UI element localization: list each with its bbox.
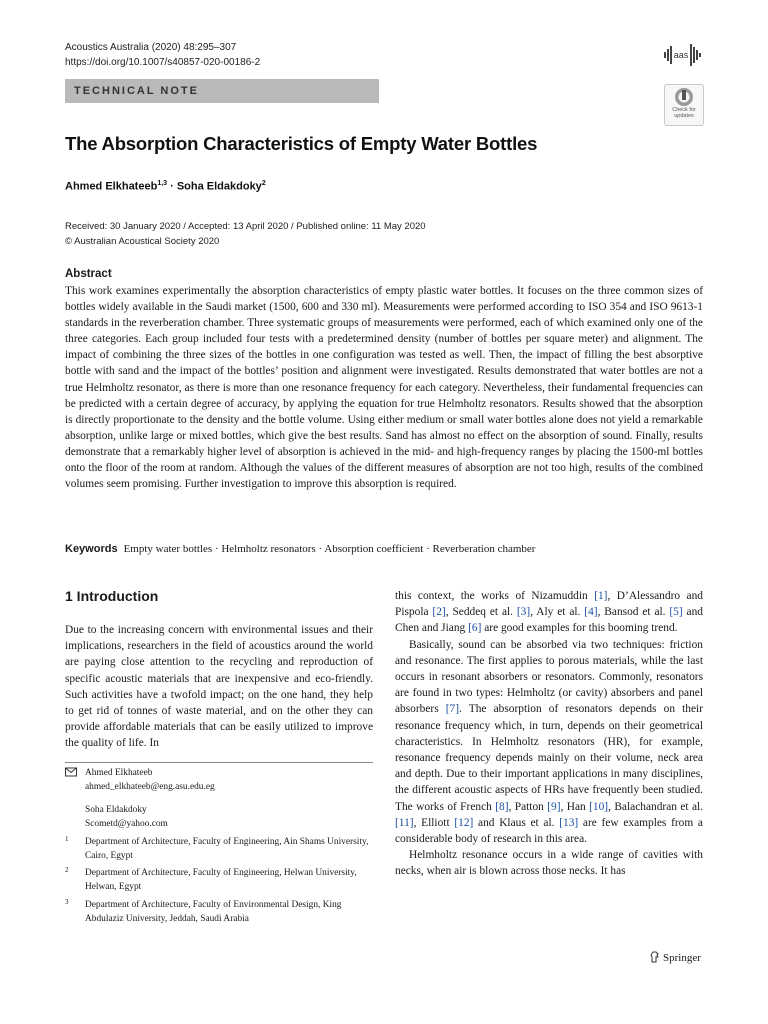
journal-citation [65,40,260,70]
text-run: , Seddeq et al. [445,606,517,619]
intro-paragraph-left: Due to the increasing concern with environmental issues and their implications, researchers in the field of acoustics around the world are paying close attention to the recycling and reproduction of specific acoustic materials that are inexpensive and eco-friendly. Such activities have a twofold impact; on the one hand, they help to get rid of tonnes of waste material, and on the other they can provide affordable materials that can be easily utilized to improve the quality of life. In [65,624,373,750]
publisher-name: Springer [663,952,701,964]
author-name: Soha Eldakdoky [85,805,147,815]
citation-link[interactable]: [1] [594,590,608,602]
abstract-heading: Abstract [65,268,112,280]
author-email[interactable]: Scometd@yahoo.com [85,819,168,829]
aas-logo [663,40,703,70]
intro-right-column [395,588,703,880]
publication-history [65,219,426,249]
citation-link[interactable]: [3] [516,606,531,619]
text-run: , D’Alessandro and Pispola [395,590,703,619]
journal-name: Acoustics Australia (2020) 48:295–307 [65,42,237,53]
author-separator: · [167,180,177,193]
intro-paragraph [395,588,703,637]
text-run: , Bansod et al. [597,606,670,619]
text-run: and Klaus et al. [473,816,560,829]
text-run: . The absorption of resonators depends on their resonance frequency which, in turn, depends on their geometrical characteristics. In Helmholtz resonators (HR), for example, resonance frequency depends mainly on their volume, neck area and depth. Due to their important applications in many disciplines, the different acoustic aspects of HRs have frequently been studied. The works of French [395,703,704,813]
date-line: Received: 30 January 2020 / Accepted: 13 April 2020 / Published online: 11 May 2020 [65,221,426,232]
text-run: this context, the works of Nizamuddin [395,590,595,602]
citation-link[interactable]: [6] [468,622,482,635]
affiliation-text: Department of Architecture, Faculty of Environmental Design, King Abdulaziz University, Jeddah, Saudi Arabia [85,900,342,924]
text-run: are good examples for this booming trend. [481,622,678,635]
citation-link[interactable]: [11] [395,816,414,829]
section-heading-introduction: 1 Introduction [65,588,159,604]
citation-link[interactable]: [12] [454,816,474,829]
citation-link[interactable]: [10] [589,800,609,813]
correspondence-block [65,766,373,831]
author-affiliation-mark: 1,3 [157,180,168,187]
citation-link[interactable]: [9] [547,800,561,813]
corresponding-author-email[interactable]: ahmed_elkhateeb@eng.asu.edu.eg [85,782,215,792]
footnote-rule [65,762,373,763]
check-for-updates-icon [674,87,694,107]
affiliation [65,835,373,863]
doi-link[interactable]: https://doi.org/10.1007/s40857-020-00186-2 [65,57,261,68]
section-label: TECHNICAL NOTE [65,79,379,103]
affiliation-number: 3 [65,898,69,906]
publisher-logo [650,951,701,964]
affiliation-text: Department of Architecture, Faculty of Engineering, Ain Shams University, Cairo, Egypt [85,837,369,861]
text-run: and Chen and Jiang [395,606,704,635]
text-run: are few examples from a considerable body of research in this area. [395,816,703,846]
affiliation-number: 2 [65,866,69,874]
keywords [65,543,535,555]
intro-paragraph [395,637,703,848]
text-run: , Aly et al. [530,606,585,619]
updates-badge-line1: Check for [672,107,696,113]
affiliation-text: Department of Architecture, Faculty of Engineering, Helwan University, Helwan, Egypt [85,868,357,892]
text-run: , Elliott [413,816,455,829]
keywords-text: Empty water bottles · Helmholtz resonators · Absorption coefficient · Reverberation chamber [123,543,536,555]
affiliation-number: 1 [65,835,69,843]
springer-horse-icon [650,951,660,963]
citation-link[interactable]: [2] [432,606,446,619]
affiliation [65,898,373,926]
logo-text: aas [673,50,689,60]
affiliation [65,866,373,894]
abstract-text: This work examines experimentally the absorption characteristics of empty plastic water bottles. It focuses on the three common sizes of bottles widely available in the Saudi market (1500, 600 and 330 ml). Measurements were performed according to ISO 354 and ISO 9613-1 standards in the reverberation chamber. Three systematic groups of measurements were performed, each of which examined only one of the three categories. Each group included four tests with a predetermined density (number of bottles per square meter) and alignment. The impact of combining the three sizes of the bottles in one configuration was tested as well. Then, the impact of filling the best absorptive bottle with sand and the impact of the bottles’ position and alignment were investigated. Results demonstrated that water bottles are not a true Helmholtz resonator, as there is more than one resonance frequency for each category. Nevertheless, their fundamental frequencies can be predicted with a certain degree of accuracy, by applying the equation for true Helmholtz resonators. Results showed that the absorption is directly proportionate to the density and the bottle volume. Using either medium or small water bottles alone does not yield a remarkable absorption, unlike large or mixed bottles, which give the best results. Sand has almost no effect on the absorption of sound. Finally, results demonstrate that a remarkably higher level of absorption is achieved in the mid- and high-frequency ranges by placing the 1500-ml bottles onto the floor of the room at random. Although the values of the different measures of absorption are not too high, results of the combined volumes seem promising. Further investigation to improve this absorption is required. [65,285,703,491]
citation-link[interactable]: [5] [669,606,683,619]
keywords-label: Keywords [65,543,118,555]
citation-link[interactable]: [4] [584,606,598,619]
copyright-line: © Australian Acoustical Society 2020 [65,236,220,247]
intro-paragraph: Helmholtz resonance occurs in a wide range of cavities with necks, when air is blown across those necks. It has [395,849,703,878]
check-for-updates-badge[interactable] [664,84,704,126]
citation-link[interactable]: [7] [445,703,460,716]
updates-badge-line2: updates [674,113,694,119]
text-run: Basically, sound can be absorbed via two techniques: friction and resonance. The first applies to porous materials, while the last occurs in resonant absorbers or resonators. Commonly, resonators are found in two types: Helmholtz (or cavity) absorbers and panel absorbers [395,638,703,716]
envelope-icon [65,767,77,782]
text-run: , Balachandran et al. [608,800,704,813]
author-list [65,180,266,193]
author-name[interactable]: Ahmed Elkhateeb [65,180,158,193]
author-name[interactable]: Soha Eldakdoky [176,180,262,193]
citation-link[interactable]: [13] [559,816,579,829]
paper-title: The Absorption Characteristics of Empty Water Bottles [65,133,538,154]
text-run: , Han [560,800,590,813]
citation-link[interactable]: [8] [495,800,509,813]
text-run: , Patton [508,800,548,813]
author-affiliation-mark: 2 [261,180,266,187]
corresponding-author-name: Ahmed Elkhateeb [85,768,153,778]
